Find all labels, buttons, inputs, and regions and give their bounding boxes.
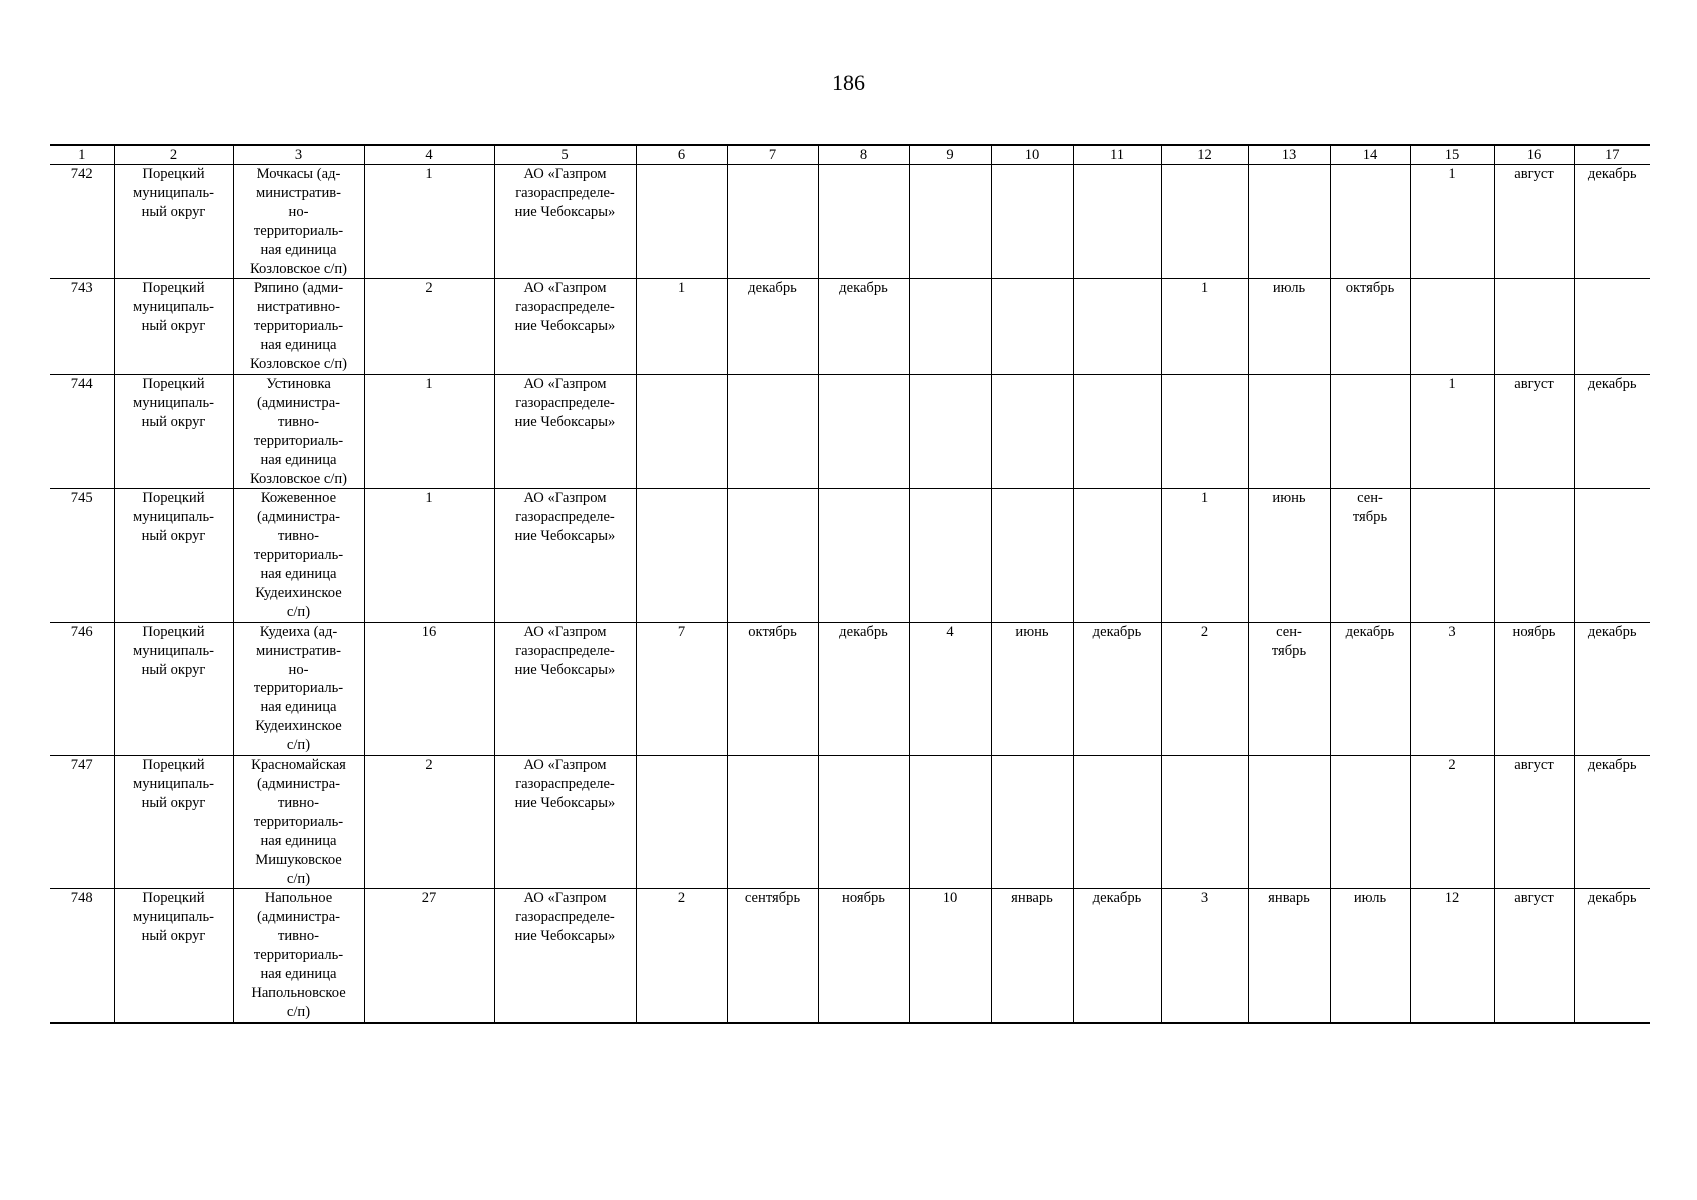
value-cell: июль: [1330, 889, 1410, 1023]
value-cell: декабрь: [1574, 889, 1650, 1023]
value-cell: август: [1494, 374, 1574, 488]
value-cell: август: [1494, 889, 1574, 1023]
column-header: 10: [991, 145, 1073, 165]
value-cell: [1073, 374, 1161, 488]
value-cell: [1410, 489, 1494, 622]
column-header: 13: [1248, 145, 1330, 165]
count-cell: 16: [364, 622, 494, 755]
header-row: [50, 145, 1650, 165]
value-cell: январь: [991, 889, 1073, 1023]
value-cell: [818, 489, 909, 622]
locality-cell: Напольное (администра- тивно- территориаль- ная единица Напольновское с/п): [233, 889, 364, 1023]
locality-cell: Мочкасы (ад- министратив- но- территориаль- ная единица Козловское с/п): [233, 165, 364, 279]
value-cell: [1330, 756, 1410, 889]
value-cell: [1161, 374, 1248, 488]
table-row: [50, 489, 1650, 622]
value-cell: 3: [1161, 889, 1248, 1023]
value-cell: декабрь: [1574, 756, 1650, 889]
table-row: [50, 889, 1650, 1023]
value-cell: [991, 374, 1073, 488]
value-cell: декабрь: [727, 279, 818, 375]
value-cell: декабрь: [1574, 374, 1650, 488]
page-number: 186: [832, 70, 865, 95]
count-cell: 1: [364, 374, 494, 488]
value-cell: 12: [1410, 889, 1494, 1023]
value-cell: [909, 489, 991, 622]
value-cell: 1: [1410, 374, 1494, 488]
value-cell: 2: [636, 889, 727, 1023]
value-cell: 1: [1410, 165, 1494, 279]
table-row: [50, 756, 1650, 889]
value-cell: [636, 489, 727, 622]
value-cell: [909, 756, 991, 889]
value-cell: декабрь: [818, 279, 909, 375]
value-cell: [1248, 374, 1330, 488]
value-cell: июнь: [991, 622, 1073, 755]
value-cell: 1: [1161, 279, 1248, 375]
value-cell: декабрь: [818, 622, 909, 755]
column-header: 15: [1410, 145, 1494, 165]
value-cell: [727, 165, 818, 279]
column-header: 2: [114, 145, 233, 165]
row-number: 745: [50, 489, 114, 622]
value-cell: октябрь: [727, 622, 818, 755]
value-cell: [991, 756, 1073, 889]
value-cell: [991, 279, 1073, 375]
locality-cell: Кудеиха (ад- министратив- но- территориаль- ная единица Кудеихинское с/п): [233, 622, 364, 755]
table-row: [50, 374, 1650, 488]
value-cell: декабрь: [1073, 889, 1161, 1023]
value-cell: декабрь: [1574, 165, 1650, 279]
value-cell: [818, 374, 909, 488]
column-header: 9: [909, 145, 991, 165]
district-cell: Порецкий муниципаль- ный округ: [114, 165, 233, 279]
count-cell: 1: [364, 489, 494, 622]
row-number: 746: [50, 622, 114, 755]
count-cell: 2: [364, 279, 494, 375]
value-cell: [818, 165, 909, 279]
value-cell: сен- тябрь: [1330, 489, 1410, 622]
row-number: 744: [50, 374, 114, 488]
value-cell: июнь: [1248, 489, 1330, 622]
value-cell: август: [1494, 756, 1574, 889]
value-cell: 2: [1410, 756, 1494, 889]
value-cell: 1: [1161, 489, 1248, 622]
count-cell: 27: [364, 889, 494, 1023]
column-header: 17: [1574, 145, 1650, 165]
table-row: [50, 622, 1650, 755]
value-cell: сентябрь: [727, 889, 818, 1023]
column-header: 8: [818, 145, 909, 165]
value-cell: [1073, 165, 1161, 279]
value-cell: [909, 165, 991, 279]
table-row: [50, 165, 1650, 279]
column-header: 16: [1494, 145, 1574, 165]
district-cell: Порецкий муниципаль- ный округ: [114, 889, 233, 1023]
value-cell: [636, 165, 727, 279]
value-cell: 1: [636, 279, 727, 375]
column-header: 1: [50, 145, 114, 165]
row-number: 742: [50, 165, 114, 279]
value-cell: [636, 756, 727, 889]
locality-cell: Ряпино (адми- нистративно- территориаль- ная единица Козловское с/п): [233, 279, 364, 375]
value-cell: 7: [636, 622, 727, 755]
value-cell: [1330, 374, 1410, 488]
value-cell: август: [1494, 165, 1574, 279]
row-number: 748: [50, 889, 114, 1023]
organization-cell: АО «Газпром газораспределе- ние Чебоксары»: [494, 374, 636, 488]
column-header: 6: [636, 145, 727, 165]
organization-cell: АО «Газпром газораспределе- ние Чебоксары»: [494, 279, 636, 375]
value-cell: [727, 374, 818, 488]
value-cell: [909, 374, 991, 488]
value-cell: [1248, 756, 1330, 889]
column-header: 7: [727, 145, 818, 165]
organization-cell: АО «Газпром газораспределе- ние Чебоксары»: [494, 165, 636, 279]
value-cell: [991, 489, 1073, 622]
value-cell: декабрь: [1073, 622, 1161, 755]
value-cell: [1494, 279, 1574, 375]
data-table: [50, 144, 1650, 1024]
value-cell: [1574, 279, 1650, 375]
organization-cell: АО «Газпром газораспределе- ние Чебоксары»: [494, 889, 636, 1023]
table-row: [50, 279, 1650, 375]
value-cell: [1574, 489, 1650, 622]
value-cell: [1073, 756, 1161, 889]
value-cell: июль: [1248, 279, 1330, 375]
value-cell: сен- тябрь: [1248, 622, 1330, 755]
value-cell: [1248, 165, 1330, 279]
value-cell: январь: [1248, 889, 1330, 1023]
value-cell: октябрь: [1330, 279, 1410, 375]
locality-cell: Кожевенное (администра- тивно- территориаль- ная единица Кудеихинское с/п): [233, 489, 364, 622]
column-header: 11: [1073, 145, 1161, 165]
value-cell: 3: [1410, 622, 1494, 755]
district-cell: Порецкий муниципаль- ный округ: [114, 489, 233, 622]
organization-cell: АО «Газпром газораспределе- ние Чебоксары»: [494, 756, 636, 889]
value-cell: 4: [909, 622, 991, 755]
value-cell: декабрь: [1330, 622, 1410, 755]
value-cell: [1494, 489, 1574, 622]
value-cell: [727, 756, 818, 889]
organization-cell: АО «Газпром газораспределе- ние Чебоксары»: [494, 489, 636, 622]
value-cell: [1073, 279, 1161, 375]
value-cell: ноябрь: [818, 889, 909, 1023]
locality-cell: Красномайская (администра- тивно- территориаль- ная единица Мишуковское с/п): [233, 756, 364, 889]
value-cell: [1410, 279, 1494, 375]
value-cell: 10: [909, 889, 991, 1023]
value-cell: [1161, 165, 1248, 279]
column-header: 3: [233, 145, 364, 165]
column-header: 5: [494, 145, 636, 165]
locality-cell: Устиновка (администра- тивно- территориаль- ная единица Козловское с/п): [233, 374, 364, 488]
count-cell: 2: [364, 756, 494, 889]
row-number: 747: [50, 756, 114, 889]
column-header: 4: [364, 145, 494, 165]
value-cell: ноябрь: [1494, 622, 1574, 755]
value-cell: [1161, 756, 1248, 889]
district-cell: Порецкий муниципаль- ный округ: [114, 622, 233, 755]
district-cell: Порецкий муниципаль- ный округ: [114, 756, 233, 889]
value-cell: [909, 279, 991, 375]
count-cell: 1: [364, 165, 494, 279]
value-cell: [991, 165, 1073, 279]
value-cell: 2: [1161, 622, 1248, 755]
column-header: 12: [1161, 145, 1248, 165]
column-header: 14: [1330, 145, 1410, 165]
value-cell: [1330, 165, 1410, 279]
row-number: 743: [50, 279, 114, 375]
value-cell: декабрь: [1574, 622, 1650, 755]
organization-cell: АО «Газпром газораспределе- ние Чебоксары»: [494, 622, 636, 755]
value-cell: [1073, 489, 1161, 622]
value-cell: [727, 489, 818, 622]
value-cell: [636, 374, 727, 488]
value-cell: [818, 756, 909, 889]
district-cell: Порецкий муниципаль- ный округ: [114, 279, 233, 375]
district-cell: Порецкий муниципаль- ный округ: [114, 374, 233, 488]
